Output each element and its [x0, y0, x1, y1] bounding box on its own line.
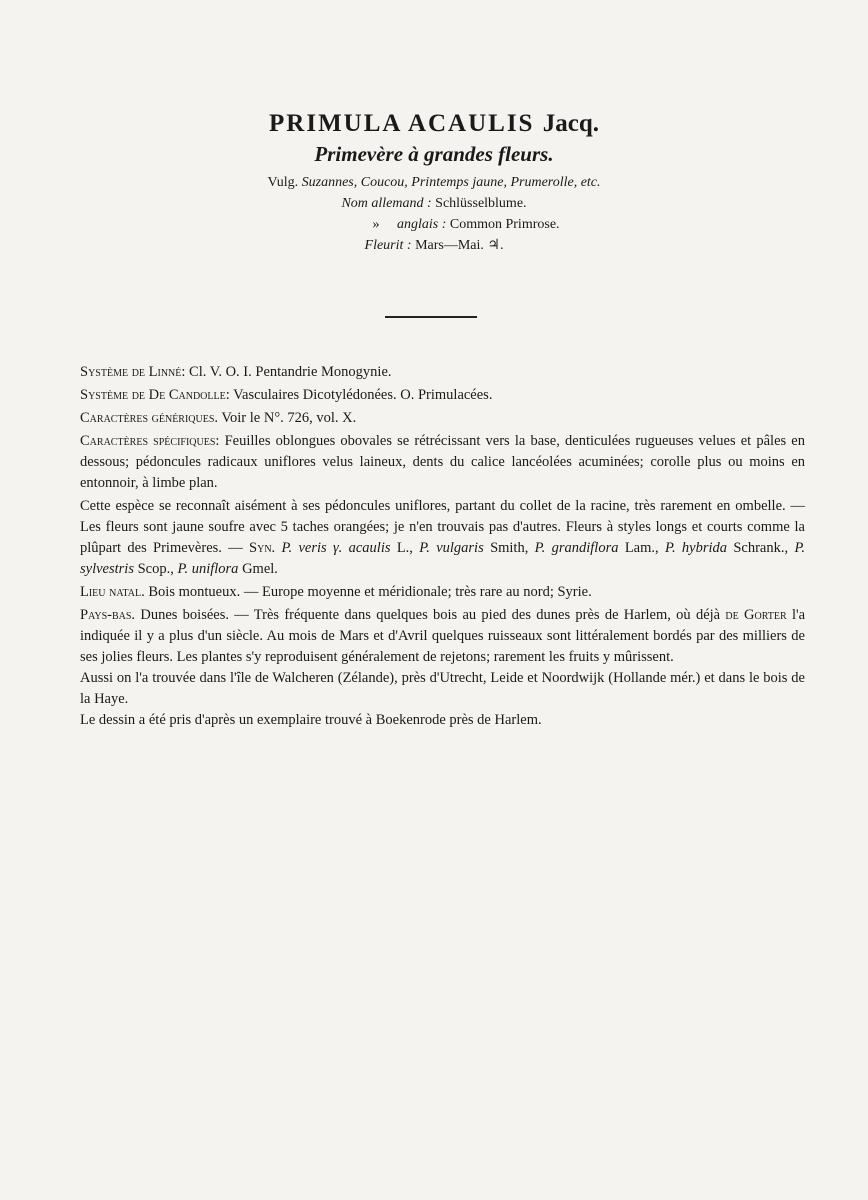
- english-name-line: [0, 214, 868, 235]
- synonym-2: P. vulgaris: [419, 540, 484, 556]
- synonym-6: P. uniflora: [177, 561, 239, 577]
- german-label: Nom allemand :: [341, 196, 432, 211]
- flowering-value: Mars—Mai. ♃.: [415, 238, 504, 253]
- french-name: Primevère à grandes fleurs.: [314, 142, 554, 166]
- syn-label: Syn.: [249, 540, 276, 556]
- vulg-label: Vulg.: [267, 175, 299, 190]
- netherlands-distribution: [80, 605, 805, 668]
- native-label: Lieu natal.: [80, 584, 145, 600]
- flowering-label: Fleurit :: [364, 238, 412, 253]
- candolle-value: Vasculaires Dicotylédonées. O. Primulacées.: [233, 387, 493, 403]
- specific-characters: [80, 431, 805, 494]
- synonym-4: P. hybrida: [664, 540, 728, 556]
- species-notes: [80, 496, 805, 580]
- drawing-note-text: Le dessin a été pris d'après un exemplaire trouvé à Boekenrode près de Harlem.: [80, 712, 542, 728]
- native-place: [80, 582, 805, 603]
- generic-characters: [80, 408, 805, 429]
- generic-value: Voir le N°. 726, vol. X.: [221, 410, 357, 426]
- gorter-name: de Gorter: [725, 607, 787, 623]
- ditto-marker: »: [372, 217, 380, 232]
- netherlands-text-2: l'a indiquée il y a plus d'un siècle. Au mois de Mars et d'Avril quelques ruisseaux sont littéralement bordés par des milliers de ses jolies fleurs. Les plantes s'y reproduisent généralement de rejetons; rarement les fruits y mûrissent.: [80, 607, 806, 665]
- english-label: anglais :: [396, 217, 447, 232]
- other-localities-text: Aussi on l'a trouvée dans l'île de Walcheren (Zélande), près d'Utrecht, Leide et Noordwijk (Hollande mér.) et dans le bois de la Haye.: [80, 670, 805, 707]
- candolle-label: Système de De Candolle:: [80, 387, 230, 403]
- description-body: [80, 362, 805, 731]
- synonym-3-author: Lam.,: [624, 540, 659, 556]
- specific-value: Feuilles oblongues obovales se rétrécissant vers la base, denticulées rugueuses velues et pâles en dessous; pédoncules radicaux uniflores velus laineux, dents du calice lancéolées acuminées; corolle plus ou moins en entonnoir, à limbe plan.: [80, 433, 805, 491]
- species-author: Jacq.: [542, 110, 599, 137]
- specific-label: Caractères spécifiques:: [80, 433, 220, 449]
- species-title: [0, 108, 868, 140]
- english-value: Common Primrose.: [449, 217, 560, 232]
- vulgar-names-line: [0, 172, 868, 193]
- other-localities: [80, 668, 805, 710]
- synonym-2-author: Smith,: [490, 540, 529, 556]
- vulg-names: Suzannes, Coucou, Printemps jaune, Prumerolle, etc.: [301, 175, 601, 190]
- header-block: [0, 108, 868, 256]
- synonym-5-author: Scop.,: [137, 561, 174, 577]
- netherlands-text-1: Dunes boisées. — Très fréquente dans quelques bois au pied des dunes près de Harlem, où déjà: [140, 607, 721, 623]
- synonym-1: P. veris γ. acaulis: [281, 540, 391, 556]
- linne-value: Cl. V. O. I. Pentandrie Monogynie.: [189, 364, 392, 380]
- separator-rule: [385, 316, 477, 318]
- generic-label: Caractères génériques.: [80, 410, 219, 426]
- flowering-line: [0, 235, 868, 256]
- german-name-line: [0, 193, 868, 214]
- synonym-4-author: Schrank.,: [733, 540, 789, 556]
- species-name: PRIMULA ACAULIS: [269, 110, 535, 137]
- linne-system: [80, 362, 805, 383]
- german-value: Schlüsselblume.: [435, 196, 527, 211]
- synonym-6-author: Gmel.: [242, 561, 278, 577]
- synonym-1-author: L.,: [396, 540, 413, 556]
- netherlands-label: Pays-bas.: [80, 607, 136, 623]
- linne-label: Système de Linné:: [80, 364, 186, 380]
- drawing-note: [80, 710, 805, 731]
- synonym-3: P. grandiflora: [534, 540, 619, 556]
- synonym-5: P. sylvestris: [80, 540, 806, 577]
- candolle-system: [80, 385, 805, 406]
- species-notes-text: Cette espèce se reconnaît aisément à ses pédoncules uniflores, partant du collet de la racine, très rarement en ombelle. — Les fleurs sont jaune soufre avec 5 taches orangées; je n'en trouvais pas d'autres. Fleurs à styles longs et courts comme la plûpart des Primevères. —: [80, 498, 805, 556]
- native-value: Bois montueux. — Europe moyenne et méridionale; très rare au nord; Syrie.: [148, 584, 592, 600]
